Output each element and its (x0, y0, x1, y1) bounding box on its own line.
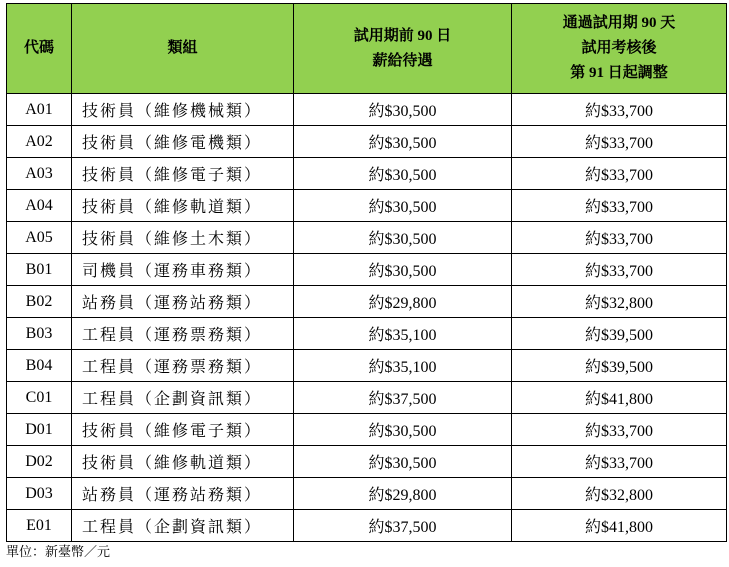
cell-code: A05 (7, 222, 72, 254)
cell-code: D01 (7, 414, 72, 446)
cell-probation-salary: 約$30,500 (294, 94, 512, 126)
cell-category: 司機員（運務車務類） (72, 254, 294, 286)
cell-probation-salary: 約$29,800 (294, 478, 512, 510)
cell-adjusted-salary: 約$33,700 (512, 158, 727, 190)
cell-probation-salary: 約$30,500 (294, 126, 512, 158)
header-row (7, 4, 727, 94)
cell-code: D03 (7, 478, 72, 510)
table-row (7, 318, 727, 350)
cell-adjusted-salary: 約$32,800 (512, 478, 727, 510)
cell-category: 工程員（企劃資訊類） (72, 382, 294, 414)
cell-code: B01 (7, 254, 72, 286)
table-row (7, 190, 727, 222)
cell-category: 工程員（企劃資訊類） (72, 510, 294, 542)
cell-probation-salary: 約$37,500 (294, 382, 512, 414)
cell-adjusted-salary: 約$33,700 (512, 126, 727, 158)
cell-code: A03 (7, 158, 72, 190)
cell-category: 技術員（維修機械類） (72, 94, 294, 126)
cell-probation-salary: 約$30,500 (294, 414, 512, 446)
salary-table (6, 3, 727, 542)
table-row (7, 126, 727, 158)
cell-category: 站務員（運務站務類） (72, 478, 294, 510)
cell-category: 技術員（維修電子類） (72, 414, 294, 446)
cell-probation-salary: 約$35,100 (294, 350, 512, 382)
table-row (7, 382, 727, 414)
cell-category: 工程員（運務票務類） (72, 350, 294, 382)
cell-adjusted-salary: 約$39,500 (512, 350, 727, 382)
cell-code: B04 (7, 350, 72, 382)
header-adjusted-salary (512, 4, 727, 94)
cell-category: 技術員（維修電子類） (72, 158, 294, 190)
cell-adjusted-salary: 約$33,700 (512, 222, 727, 254)
table-row (7, 350, 727, 382)
cell-code: A04 (7, 190, 72, 222)
cell-probation-salary: 約$37,500 (294, 510, 512, 542)
table-row (7, 478, 727, 510)
header-category: 類組 (72, 4, 294, 94)
cell-adjusted-salary: 約$33,700 (512, 414, 727, 446)
cell-probation-salary: 約$29,800 (294, 286, 512, 318)
cell-category: 工程員（運務票務類） (72, 318, 294, 350)
header-probation-line: 薪給待遇 (372, 52, 433, 69)
cell-code: B03 (7, 318, 72, 350)
header-adjusted-line: 通過試用期 90 天 (562, 15, 676, 31)
header-code: 代碼 (7, 4, 72, 94)
cell-category: 技術員（維修軌道類） (72, 446, 294, 478)
cell-code: A02 (7, 126, 72, 158)
table-row (7, 158, 727, 190)
unit-footnote: 單位：新臺幣／元 (6, 544, 111, 559)
cell-category: 技術員（維修電機類） (72, 126, 294, 158)
cell-adjusted-salary: 約$33,700 (512, 94, 727, 126)
cell-code: D02 (7, 446, 72, 478)
cell-category: 站務員（運務站務類） (72, 286, 294, 318)
header-probation-salary (294, 4, 512, 94)
table-row (7, 254, 727, 286)
cell-probation-salary: 約$30,500 (294, 158, 512, 190)
cell-adjusted-salary: 約$41,800 (512, 510, 727, 542)
cell-adjusted-salary: 約$32,800 (512, 286, 727, 318)
cell-code: E01 (7, 510, 72, 542)
cell-category: 技術員（維修土木類） (72, 222, 294, 254)
cell-category: 技術員（維修軌道類） (72, 190, 294, 222)
header-adjusted-line: 試用考核後 (581, 40, 657, 56)
table-row (7, 94, 727, 126)
cell-probation-salary: 約$30,500 (294, 222, 512, 254)
cell-adjusted-salary: 約$33,700 (512, 190, 727, 222)
table-row (7, 414, 727, 446)
table-row (7, 222, 727, 254)
cell-code: C01 (7, 382, 72, 414)
table-row (7, 286, 727, 318)
cell-probation-salary: 約$35,100 (294, 318, 512, 350)
cell-adjusted-salary: 約$33,700 (512, 254, 727, 286)
cell-adjusted-salary: 約$39,500 (512, 318, 727, 350)
table-row (7, 510, 727, 542)
header-adjusted-line: 第 91 日起調整 (570, 65, 668, 81)
cell-probation-salary: 約$30,500 (294, 446, 512, 478)
header-probation-line: 試用期前 90 日 (353, 27, 452, 44)
cell-adjusted-salary: 約$41,800 (512, 382, 727, 414)
cell-probation-salary: 約$30,500 (294, 190, 512, 222)
table-row (7, 446, 727, 478)
cell-probation-salary: 約$30,500 (294, 254, 512, 286)
cell-adjusted-salary: 約$33,700 (512, 446, 727, 478)
cell-code: A01 (7, 94, 72, 126)
cell-code: B02 (7, 286, 72, 318)
